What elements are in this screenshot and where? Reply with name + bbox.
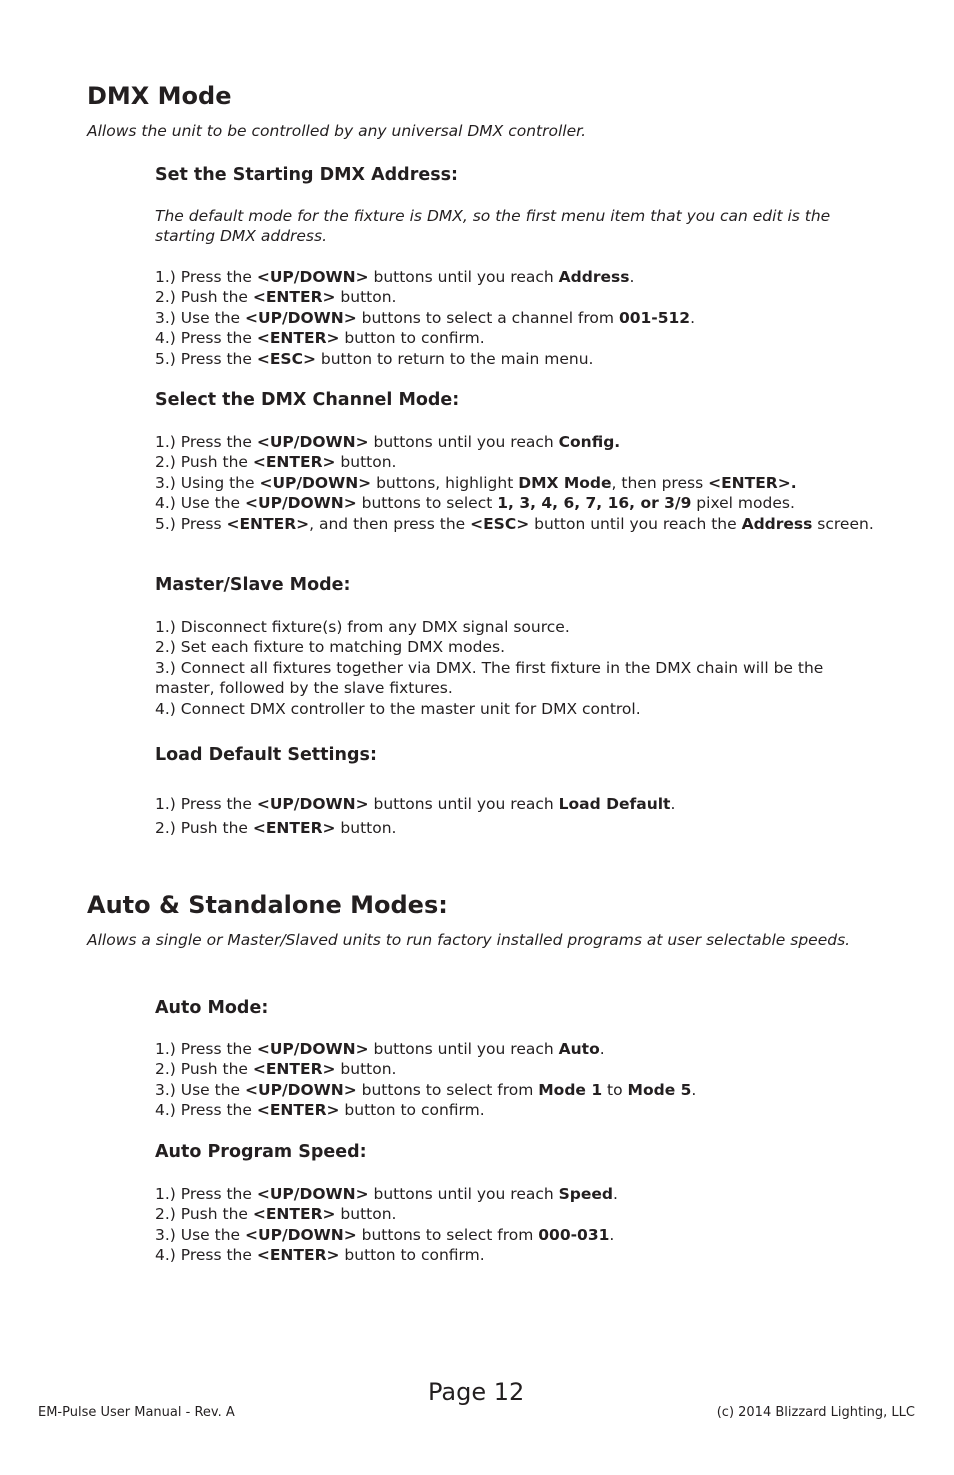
intro-starting-address: The default mode for the fixture is DMX, so the first menu item that you can edit is the starting DMX address. (155, 207, 831, 245)
step-item (155, 328, 885, 348)
step-keyword: Mode 5 (627, 1080, 692, 1099)
step-text: 4.) Press the (155, 1246, 257, 1265)
steps-channel-mode (155, 432, 885, 534)
step-keyword: <UP/DOWN> (245, 308, 357, 327)
step-text: buttons until you reach (368, 1185, 559, 1203)
step-text: 3.) Connect all fixtures together via DMX. The first fixture in the DMX chain will be the master, followed by the slave fixtures. (155, 658, 824, 698)
step-text: , then press (611, 473, 709, 492)
step-text: 2.) Set each fixture to matching DMX modes. (155, 638, 505, 657)
step-text: 4.) Connect DMX controller to the master unit for DMX control. (155, 699, 641, 718)
step-keyword: Address (558, 268, 630, 286)
footer-manual-title: EM-Pulse User Manual - Rev. A (38, 1405, 235, 1420)
step-text: button until you reach the (529, 514, 742, 533)
step-keyword: <UP/DOWN> (256, 1185, 369, 1203)
step-text: screen. (812, 514, 874, 533)
heading-channel-mode: Select the DMX Channel Mode: (155, 390, 460, 410)
steps-auto-mode (155, 1039, 885, 1121)
step-text: 5.) Press (155, 514, 227, 533)
step-item (155, 287, 885, 307)
section-lead-auto-modes: Allows a single or Master/Slaved units to run factory installed programs at user selectable speeds. (87, 931, 851, 949)
step-text: 1.) Disconnect fixture(s) from any DMX signal source. (155, 618, 570, 636)
step-keyword: <ENTER> (256, 1101, 340, 1120)
step-keyword: <ESC> (256, 349, 316, 368)
heading-set-starting-address: Set the Starting DMX Address: (155, 165, 459, 185)
step-keyword: Address (741, 514, 813, 533)
step-item (155, 1225, 885, 1245)
step-item (155, 1245, 885, 1265)
page-number: Page 12 (428, 1378, 525, 1406)
step-item (155, 792, 885, 816)
steps-program-speed (155, 1184, 885, 1266)
step-keyword: Mode 1 (538, 1080, 603, 1099)
step-item (155, 816, 885, 840)
step-keyword: <UP/DOWN> (256, 795, 369, 813)
step-keyword: <UP/DOWN> (245, 1080, 357, 1099)
step-keyword: <ENTER> (252, 453, 336, 472)
step-keyword: <UP/DOWN> (256, 1040, 369, 1058)
step-text: buttons to select (356, 494, 498, 513)
step-text: button to confirm. (339, 329, 485, 348)
step-text: 1.) Press the (155, 795, 257, 813)
section-lead-dmx-mode: Allows the unit to be controlled by any universal DMX controller. (87, 122, 587, 140)
step-text: 4.) Press the (155, 1101, 257, 1120)
step-item (155, 1100, 885, 1120)
step-item (155, 658, 875, 699)
heading-load-default: Load Default Settings: (155, 745, 377, 765)
step-text: buttons until you reach (368, 795, 559, 813)
step-text: button to return to the main menu. (315, 349, 594, 368)
steps-load-default (155, 792, 885, 840)
step-item (155, 432, 885, 452)
step-item (155, 349, 885, 369)
step-text: . (690, 308, 696, 327)
step-keyword: <ENTER> (252, 1060, 336, 1079)
step-keyword: <UP/DOWN> (245, 1225, 357, 1244)
step-item (155, 699, 875, 719)
step-text: 3.) Using the (155, 473, 260, 492)
steps-master-slave (155, 617, 875, 719)
step-text: 5.) Press the (155, 349, 257, 368)
step-text: 2.) Push the (155, 1060, 253, 1079)
step-text: 2.) Push the (155, 288, 253, 307)
step-text: . (609, 1225, 615, 1244)
heading-program-speed: Auto Program Speed: (155, 1142, 367, 1162)
step-item (155, 1039, 885, 1059)
step-item (155, 308, 885, 328)
step-text: buttons until you reach (368, 268, 559, 286)
step-keyword: <ENTER> (226, 514, 310, 533)
step-text: 2.) Push the (155, 453, 253, 472)
step-text: 2.) Push the (155, 1205, 253, 1224)
steps-starting-address (155, 267, 885, 369)
step-text: . (691, 1080, 697, 1099)
step-text: . (629, 268, 635, 286)
step-keyword: <ENTER>. (708, 473, 797, 492)
step-item (155, 452, 885, 472)
step-text: buttons to select a channel from (356, 308, 619, 327)
step-item (155, 1204, 885, 1224)
step-text: 3.) Use the (155, 1080, 246, 1099)
step-text: buttons to select from (356, 1225, 539, 1244)
step-keyword: <ENTER> (252, 1205, 336, 1224)
step-text: button. (335, 1205, 397, 1224)
step-keyword: <ESC> (470, 514, 530, 533)
heading-master-slave: Master/Slave Mode: (155, 575, 351, 595)
step-text: 1.) Press the (155, 1185, 257, 1203)
step-text: 4.) Press the (155, 329, 257, 348)
step-keyword: <ENTER> (256, 329, 340, 348)
step-item (155, 1059, 885, 1079)
step-text: buttons, highlight (371, 473, 519, 492)
section-title-auto-modes: Auto & Standalone Modes: (87, 891, 448, 919)
step-keyword: Speed (558, 1185, 614, 1203)
step-item (155, 493, 885, 513)
step-text: buttons to select from (356, 1080, 539, 1099)
step-item (155, 473, 885, 493)
step-keyword: 1, 3, 4, 6, 7, 16, or 3/9 (497, 494, 692, 513)
step-text: 1.) Press the (155, 433, 257, 451)
step-item (155, 617, 875, 637)
step-keyword: <UP/DOWN> (256, 268, 369, 286)
step-item (155, 1080, 885, 1100)
step-text: pixel modes. (691, 494, 795, 513)
step-text: . (613, 1185, 618, 1203)
step-text: 4.) Use the (155, 494, 246, 513)
step-keyword: Auto (558, 1040, 600, 1058)
footer-copyright: (c) 2014 Blizzard Lighting, LLC (716, 1405, 915, 1420)
step-text: button to confirm. (339, 1246, 485, 1265)
step-text: 1.) Press the (155, 1040, 257, 1058)
step-text: . (599, 1040, 605, 1058)
step-keyword: <UP/DOWN> (256, 433, 369, 451)
step-keyword: <UP/DOWN> (245, 494, 357, 513)
step-keyword: <ENTER> (252, 288, 336, 307)
step-text: button. (335, 453, 397, 472)
step-keyword: <ENTER> (252, 819, 336, 837)
step-keyword: Load Default (558, 795, 671, 813)
step-text: to (602, 1080, 628, 1099)
step-keyword: DMX Mode (518, 473, 612, 492)
step-text: button. (335, 1060, 397, 1079)
step-text: , and then press the (309, 514, 471, 533)
step-text: button. (335, 288, 397, 307)
step-keyword: 001-512 (618, 308, 691, 327)
step-text: 1.) Press the (155, 268, 257, 286)
section-title-dmx-mode: DMX Mode (87, 82, 232, 110)
step-item (155, 514, 885, 534)
step-text: button. (335, 819, 397, 837)
heading-auto-mode: Auto Mode: (155, 998, 269, 1018)
step-item (155, 637, 875, 657)
step-text: 3.) Use the (155, 1225, 246, 1244)
step-item (155, 1184, 885, 1204)
step-text: 2.) Push the (155, 819, 253, 837)
step-item (155, 267, 885, 287)
step-text: . (670, 795, 676, 813)
step-keyword: <ENTER> (256, 1246, 340, 1265)
step-keyword: Config. (558, 433, 621, 451)
step-text: buttons until you reach (368, 1040, 559, 1058)
step-text: button to confirm. (339, 1101, 485, 1120)
step-keyword: <UP/DOWN> (259, 473, 372, 492)
step-text: buttons until you reach (368, 433, 559, 451)
step-keyword: 000-031 (538, 1225, 610, 1244)
step-text: 3.) Use the (155, 308, 246, 327)
